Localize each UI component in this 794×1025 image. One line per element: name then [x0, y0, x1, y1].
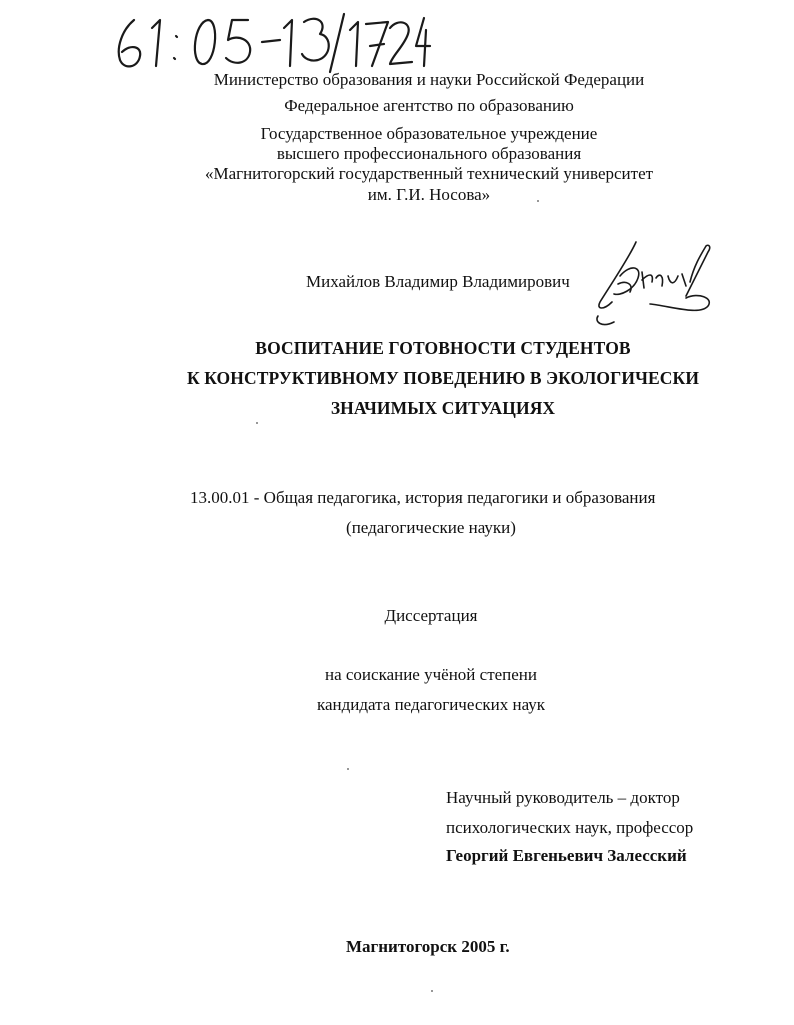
city-year: Магнитогорск 2005 г. [346, 937, 510, 956]
degree-line-1: на соискание учёной степени [324, 665, 538, 684]
dissertation-title-line-1: ВОСПИТАНИЕ ГОТОВНОСТИ СТУДЕНТОВ [255, 338, 631, 358]
agency-line: Федеральное агентство по образованию [284, 96, 574, 115]
science-field: (педагогические науки) [346, 518, 516, 537]
degree-line-2: кандидата педагогических наук [316, 695, 546, 714]
institution-level-line: высшего профессионального образования [276, 144, 582, 163]
ministry-line: Министерство образования и науки Российской Федерации [213, 70, 645, 89]
institution-type-line: Государственное образовательное учреждение [260, 124, 598, 143]
advisor-role-line: Научный руководитель – доктор [446, 788, 680, 807]
scan-speck [431, 990, 433, 992]
specialty-code: 13.00.01 - Общая педагогика, история педагогики и образования [190, 488, 656, 507]
handwritten-catalog-number-drawing [112, 6, 432, 76]
scan-speck [537, 200, 539, 202]
dissertation-title-line-2: К КОНСТРУКТИВНОМУ ПОВЕДЕНИЮ В ЭКОЛОГИЧЕСКИ [186, 368, 700, 388]
university-namesake-line: им. Г.И. Носова» [367, 185, 491, 204]
document-type: Диссертация [384, 606, 478, 625]
dissertation-title-line-3: ЗНАЧИМЫХ СИТУАЦИЯХ [330, 398, 556, 418]
author-name: Михайлов Владимир Владимирович [306, 272, 570, 291]
author-signature [590, 236, 720, 332]
handwritten-catalog-number [112, 6, 432, 76]
scan-speck [347, 768, 349, 770]
advisor-degree-line: психологических наук, профессор [446, 818, 694, 837]
university-name-line: «Магнитогорский государственный технический университет [204, 164, 654, 183]
advisor-name: Георгий Евгеньевич Залесский [446, 846, 687, 865]
scan-speck [256, 422, 258, 424]
author-signature-drawing [590, 236, 720, 332]
